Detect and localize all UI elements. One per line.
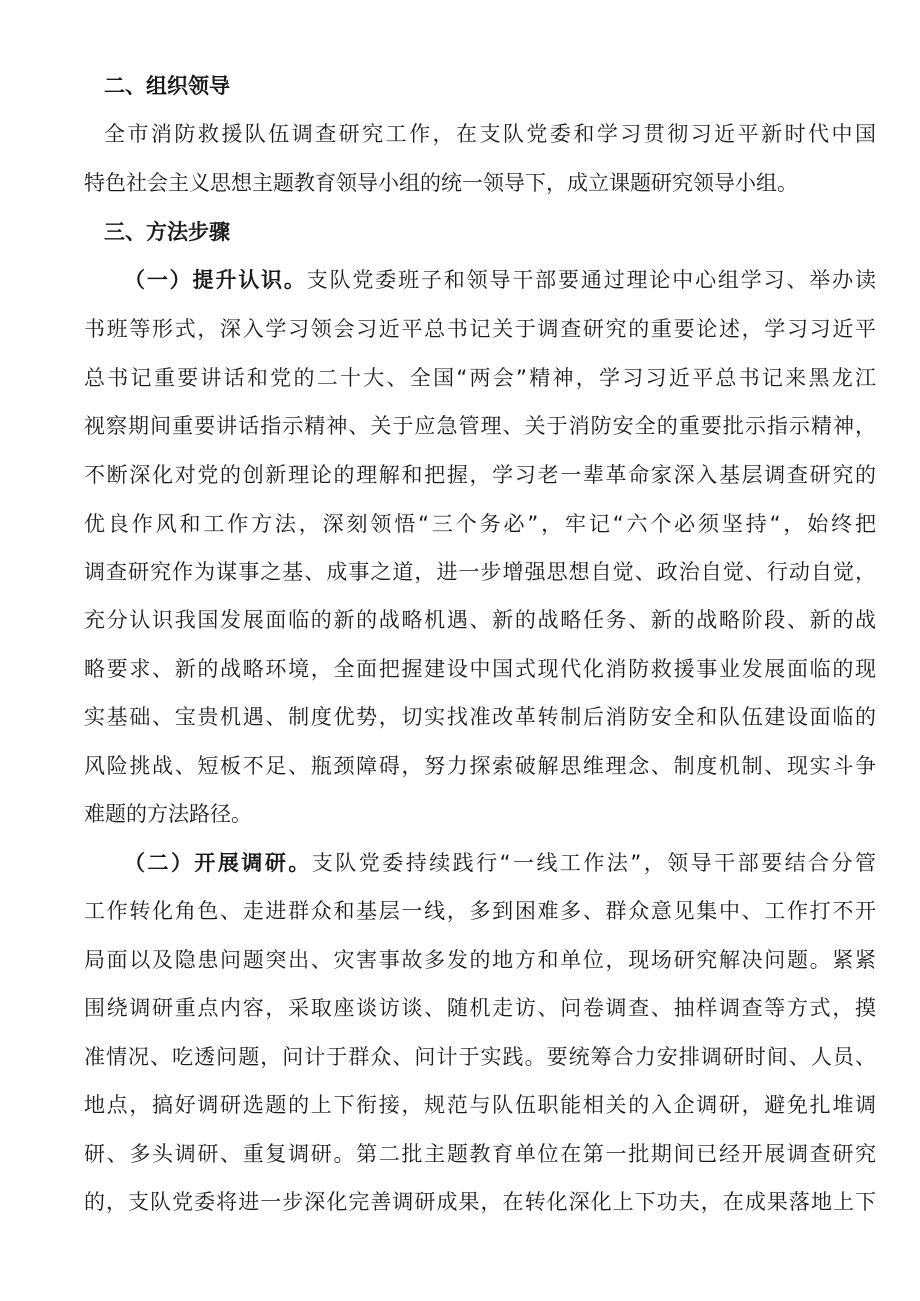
- paragraph-line: 全市消防救援队伍调查研究工作，在支队党委和学习贯彻习近平新时代中国: [104, 122, 876, 146]
- paragraph-text: 支队党委持续践行“一线工作法”，领导干部要结合分管: [311, 851, 876, 875]
- paragraph-line: 视察期间重要讲话指示精神、关于应急管理、关于消防安全的重要批示指示精神，: [84, 414, 876, 438]
- paragraph-line: 调查研究作为谋事之基、成事之道，进一步增强思想自觉、政治自觉、行动自觉，: [84, 560, 876, 584]
- paragraph-line: 工作转化角色、走进群众和基层一线，多到困难多、群众意见集中、工作打不开: [84, 899, 876, 923]
- paragraph-line: 地点，搞好调研选题的上下衔接，规范与队伍职能相关的入企调研，避免扎堆调: [84, 1093, 876, 1117]
- paragraph-line: 围绕调研重点内容，采取座谈访谈、随机走访、问卷调查、抽样调查等方式，摸: [84, 996, 876, 1020]
- paragraph-line: 充分认识我国发展面临的新的战略机遇、新的战略任务、新的战略阶段、新的战: [84, 608, 876, 632]
- paragraph-line: 的，支队党委将进一步深化完善调研成果，在转化深化上下功夫，在成果落地上下: [84, 1190, 876, 1214]
- paragraph-line: 局面以及隐患问题突出、灾害事故多发的地方和单位，现场研究解决问题。紧紧: [84, 948, 876, 972]
- paragraph-line: 不断深化对党的创新理论的理解和把握，学习老一辈革命家深入基层调查研究的: [84, 463, 876, 487]
- paragraph-line: 难题的方法路径。: [84, 802, 252, 826]
- paragraph-line: 研、多头调研、重复调研。第二批主题教育单位在第一批期间已经开展调查研究: [84, 1142, 876, 1166]
- paragraph-line: 书班等形式，深入学习领会习近平总书记关于调查研究的重要论述，学习习近平: [84, 317, 876, 341]
- subsection-title-conduct-research: （二）开展调研。: [124, 851, 312, 875]
- section-heading-methods: 三、方法步骤: [104, 220, 230, 244]
- paragraph-line: 实基础、宝贵机遇、制度优势，切实找准改革转制后消防安全和队伍建设面临的: [84, 705, 876, 729]
- paragraph-line: 总书记重要讲话和党的二十大、全国“两会”精神，学习习近平总书记来黑龙江: [84, 366, 876, 390]
- paragraph-first-line: [124, 266, 876, 294]
- paragraph-line: 优良作风和工作方法，深刻领悟“三个务必”，牢记“六个必须坚持“，始终把: [84, 512, 876, 536]
- paragraph-line: 特色社会主义思想主题教育领导小组的统一领导下，成立课题研究领导小组。: [84, 171, 798, 195]
- paragraph-line: 准情况、吃透问题，问计于群众、问计于实践。要统筹合力安排调研时间、人员、: [84, 1045, 876, 1069]
- subsection-title-raise-awareness: （一）提升认识。: [124, 268, 307, 292]
- paragraph-line: 略要求、新的战略环境，全面把握建设中国式现代化消防救援事业发展面临的现: [84, 657, 876, 681]
- paragraph-line: 风险挑战、短板不足、瓶颈障碍，努力探索破解思维理念、制度机制、现实斗争: [84, 754, 876, 778]
- paragraph-text: 支队党委班子和领导干部要通过理论中心组学习、举办读: [306, 268, 876, 292]
- paragraph-first-line: [124, 849, 876, 877]
- section-heading-organization: 二、组织领导: [104, 74, 230, 98]
